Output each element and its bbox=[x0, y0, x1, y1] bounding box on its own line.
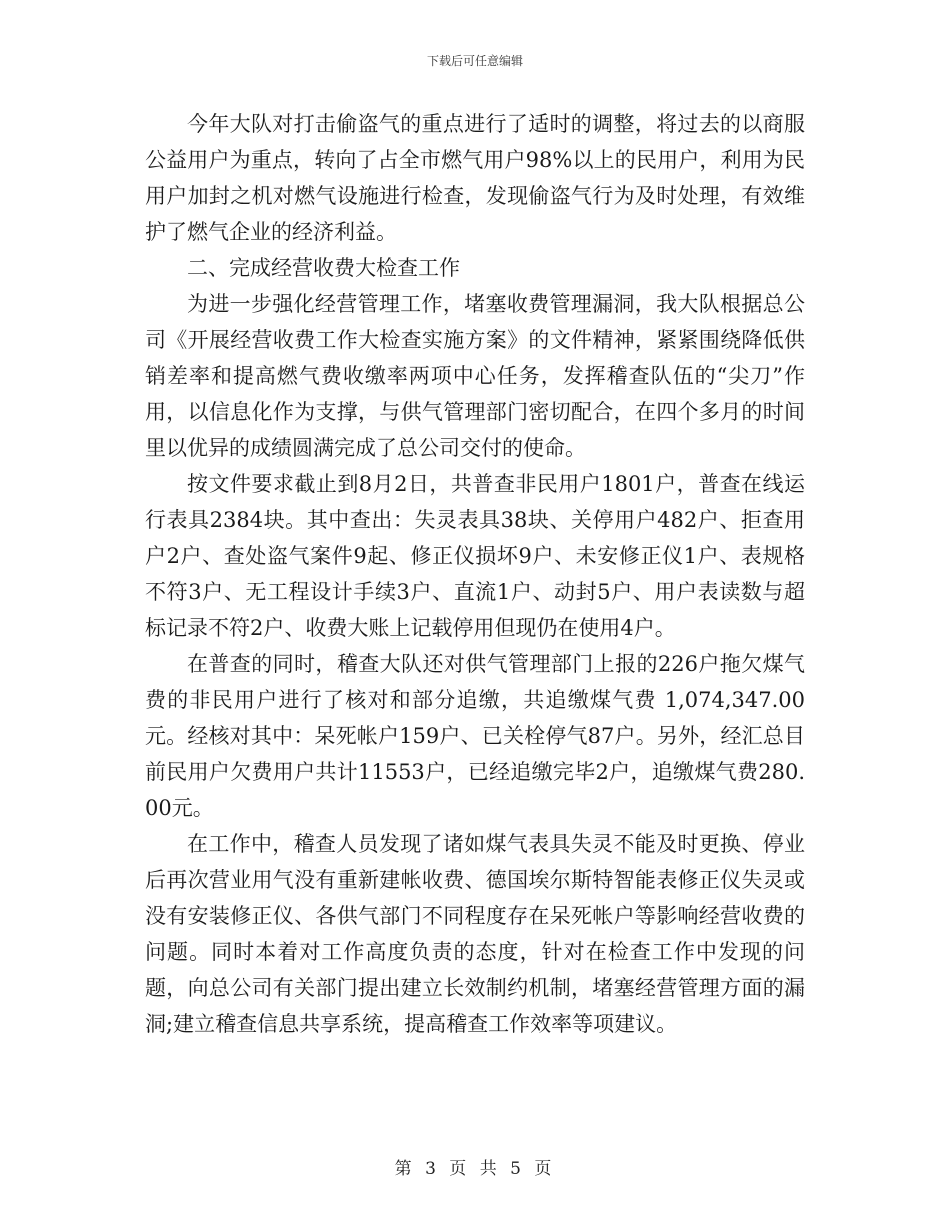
document-body bbox=[145, 106, 805, 1042]
paragraph-problems-suggestions: 在工作中，稽查人员发现了诸如煤气表具失灵不能及时更换、停业后再次营业用气没有重新建帐收费、德国埃尔斯特智能表修正仪失灵或没有安装修正仪、各供气部门不同程度存在呆死帐户等影响经营收费的问题。同时本着对工作高度负责的态度，针对在检查工作中发现的问题，向总公司有关部门提出建立长效制约机制，堵塞经营管理方面的漏洞;建立稽查信息共享系统，提高稽查工作效率等项建议。 bbox=[145, 832, 805, 1036]
page-number: 第 3 页 共 5 页 bbox=[394, 1159, 556, 1179]
paragraph-anti-theft: 今年大队对打击偷盗气的重点进行了适时的调整，将过去的以商服公益用户为重点，转向了占全市燃气用户98%以上的民用户，利用为民用户加封之机对燃气设施进行检查，发现偷盗气行为及时处理，有效维护了燃气企业的经济利益。 bbox=[145, 112, 805, 244]
section-heading: 二、完成经营收费大检查工作 bbox=[187, 256, 460, 280]
paragraph-survey-results: 按文件要求截止到8月2日，共普查非民用户1801户，普查在线运行表具2384块。其中查出：失灵表具38块、关停用户482户、拒查用户2户、查处盗气案件9起、修正仪损坏9户、未安修正仪1户、表规格不符3户、无工程设计手续3户、直流1户、动封5户、用户表读数与超标记录不符2户、收费大账上记载停用但现仍在使用4户。 bbox=[145, 472, 805, 640]
page-header: 下载后可任意编辑 bbox=[426, 54, 523, 68]
paragraph-inspection-plan: 为进一步强化经营管理工作，堵塞收费管理漏洞，我大队根据总公司《开展经营收费工作大检查实施方案》的文件精神，紧紧围绕降低供销差率和提高燃气费收缴率两项中心任务，发挥稽查队伍的“尖刀”作用，以信息化作为支撑，与供气管理部门密切配合，在四个多月的时间里以优异的成绩圆满完成了总公司交付的使命。 bbox=[145, 292, 805, 460]
paragraph-arrears-recovery: 在普查的同时，稽查大队还对供气管理部门上报的226户拖欠煤气费的非民用户进行了核对和部分追缴，共追缴煤气费 1,074,347.00元。经核对其中：呆死帐户159户、已关栓停气87户。另外，经汇总目前民用户欠费用户共计11553户，已经追缴完毕2户，追缴煤气费280.00元。 bbox=[145, 652, 805, 820]
